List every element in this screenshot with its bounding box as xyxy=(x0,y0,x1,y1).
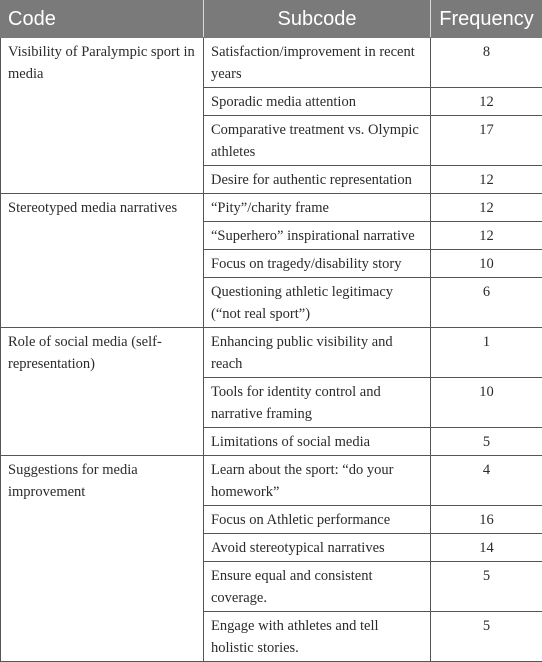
code-cell: Visibility of Paralympic sport in media xyxy=(1,38,204,194)
subcode-cell: Satisfaction/improvement in recent years xyxy=(204,38,431,88)
table-row xyxy=(1,456,542,506)
table-body xyxy=(1,38,542,662)
code-cell: Stereotyped media narratives xyxy=(1,194,204,328)
subcode-cell: Desire for authentic representation xyxy=(204,166,431,194)
subcode-cell: Enhancing public visibility and reach xyxy=(204,328,431,378)
frequency-cell: 4 xyxy=(431,456,542,506)
header-row xyxy=(1,1,542,38)
subcode-cell: “Pity”/charity frame xyxy=(204,194,431,222)
frequency-cell: 10 xyxy=(431,378,542,428)
subcode-cell: Questioning athletic legitimacy (“not real sport”) xyxy=(204,278,431,328)
table-row xyxy=(1,194,542,222)
frequency-cell: 10 xyxy=(431,250,542,278)
subcode-cell: Ensure equal and consistent coverage. xyxy=(204,562,431,612)
subcode-cell: “Superhero” inspirational narrative xyxy=(204,222,431,250)
frequency-cell: 12 xyxy=(431,222,542,250)
frequency-cell: 5 xyxy=(431,562,542,612)
code-cell: Role of social media (self-representation) xyxy=(1,328,204,456)
frequency-cell: 17 xyxy=(431,116,542,166)
table-row xyxy=(1,328,542,378)
frequency-cell: 12 xyxy=(431,88,542,116)
table-header xyxy=(1,1,542,38)
subcode-cell: Focus on tragedy/disability story xyxy=(204,250,431,278)
frequency-cell: 5 xyxy=(431,612,542,662)
frequency-cell: 14 xyxy=(431,534,542,562)
code-cell: Suggestions for media improvement xyxy=(1,456,204,662)
column-header-subcode: Subcode xyxy=(204,1,431,38)
column-header-code: Code xyxy=(1,1,204,38)
subcode-cell: Engage with athletes and tell holistic stories. xyxy=(204,612,431,662)
subcode-cell: Sporadic media attention xyxy=(204,88,431,116)
table-row xyxy=(1,38,542,88)
subcode-cell: Avoid stereotypical narratives xyxy=(204,534,431,562)
frequency-cell: 16 xyxy=(431,506,542,534)
frequency-cell: 6 xyxy=(431,278,542,328)
frequency-cell: 12 xyxy=(431,194,542,222)
frequency-cell: 12 xyxy=(431,166,542,194)
subcode-cell: Limitations of social media xyxy=(204,428,431,456)
frequency-cell: 8 xyxy=(431,38,542,88)
frequency-cell: 1 xyxy=(431,328,542,378)
subcode-cell: Comparative treatment vs. Olympic athletes xyxy=(204,116,431,166)
subcode-cell: Learn about the sport: “do your homework” xyxy=(204,456,431,506)
subcode-cell: Focus on Athletic performance xyxy=(204,506,431,534)
column-header-frequency: Frequency xyxy=(431,1,542,38)
subcode-cell: Tools for identity control and narrative framing xyxy=(204,378,431,428)
frequency-cell: 5 xyxy=(431,428,542,456)
